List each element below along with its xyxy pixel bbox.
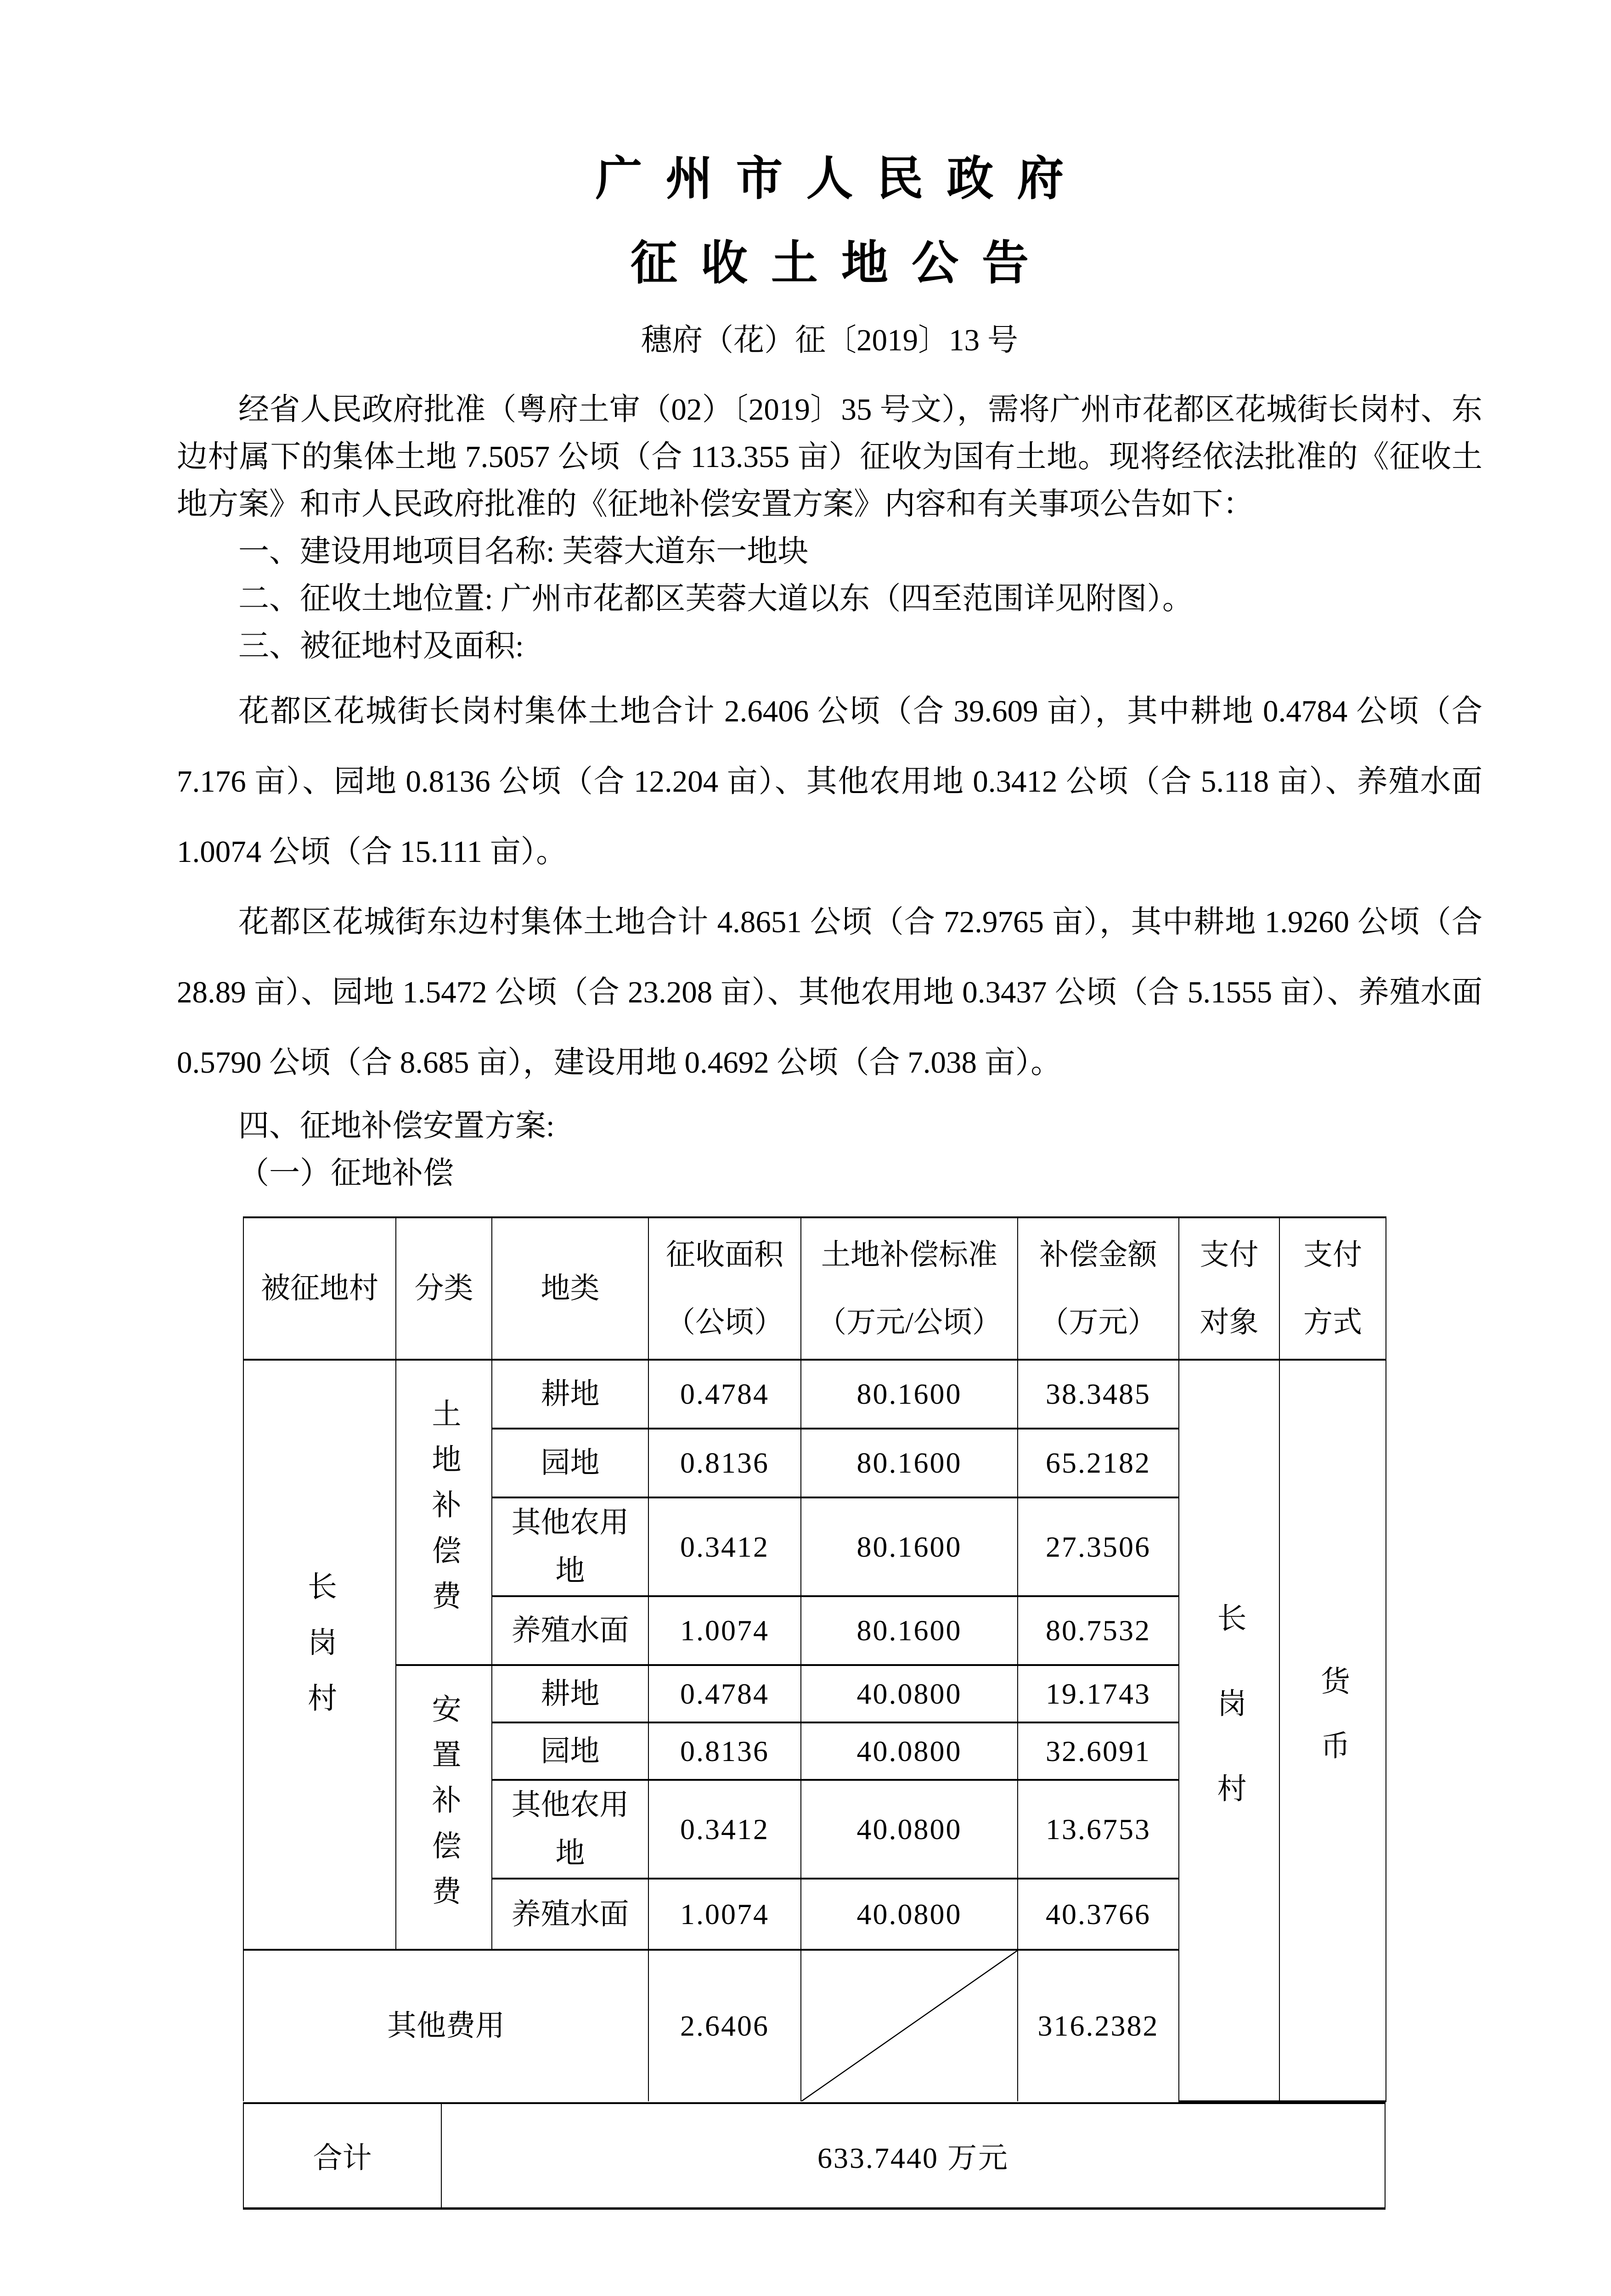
table-header-row (243, 1217, 1386, 1360)
cell-standard: 80.1600 (801, 1497, 1018, 1596)
compensation-table (243, 1216, 1386, 2102)
cell-other-fees-standard-blank (801, 1950, 1018, 2101)
paragraph-changgang-village: 花都区花城街长岗村集体土地合计 2.6406 公顷（合 39.609 亩），其中耕地 0.4784 公顷（合 7.176 亩）、园地 0.8136 公顷（合 12.204 亩）、其他农用地 0.3412 公顷（合 5.118 亩）、养殖水面 1.0074 公顷（合 15.111 亩）。 (177, 694, 1482, 869)
header-village (243, 1217, 396, 1360)
header-land-type (492, 1217, 648, 1360)
cell-standard: 80.1600 (801, 1429, 1018, 1497)
table-row (243, 1360, 1386, 1429)
page-content (0, 152, 1611, 2210)
doc-title-line2: 征收土地公告 (631, 238, 1052, 290)
diagonal-slash (801, 1951, 1017, 2101)
header-payee-line1: 支付 (1200, 1238, 1259, 1271)
category-land-comp-label: 土地补偿费 (428, 1398, 461, 1626)
header-payee (1179, 1217, 1279, 1360)
paragraph-dongbian-village: 花都区花城街东边村集体土地合计 4.8651 公顷（合 72.9765 亩），其中耕地 1.9260 公顷（合 28.89 亩）、园地 1.5472 公顷（合 23.208 亩）、其他农用地 0.3437 公顷（合 5.1555 亩）、养殖水面 0.5790 公顷（合 8.685 亩），建设用地 0.4692 公顷（合 7.038 亩）。 (177, 905, 1482, 1080)
cell-standard: 40.0800 (801, 1722, 1018, 1780)
category-resettle-comp-label: 安置补偿费 (428, 1693, 461, 1921)
cell-amount: 38.3485 (1018, 1360, 1179, 1429)
cell-payee (1179, 1360, 1279, 2101)
header-amount-line1: 补偿金额 (1039, 1238, 1157, 1271)
cell-area: 0.3412 (648, 1497, 801, 1596)
cell-amount: 80.7532 (1018, 1596, 1179, 1665)
cell-amount: 32.6091 (1018, 1722, 1179, 1780)
cell-land-type: 养殖水面 (492, 1596, 648, 1665)
subsection-land-compensation: （一）征地补偿 (238, 1156, 454, 1190)
cell-amount: 40.3766 (1018, 1879, 1179, 1950)
cell-land-type: 耕地 (492, 1360, 648, 1429)
cell-other-fees-label: 其他费用 (243, 1950, 648, 2101)
header-area-line2: （公顷） (666, 1306, 783, 1339)
doc-number: 穗府（花）征〔2019〕13 号 (641, 323, 1018, 357)
header-standard-line2: （万元/公顷） (817, 1306, 1002, 1339)
document-page (0, 152, 1611, 2296)
header-area-line1: 征收面积 (666, 1238, 783, 1271)
cell-payment-method (1279, 1360, 1386, 2101)
total-label: 合计 (244, 2104, 442, 2207)
cell-standard: 40.0800 (801, 1780, 1018, 1879)
cell-area: 1.0074 (648, 1596, 801, 1665)
header-amount (1018, 1217, 1179, 1360)
cell-area: 0.4784 (648, 1665, 801, 1722)
cell-standard: 40.0800 (801, 1879, 1018, 1950)
payment-method-label: 货币 (1317, 1666, 1349, 1795)
cell-standard: 80.1600 (801, 1360, 1018, 1429)
item-land-location: 二、征收土地位置: 广州市花都区芙蓉大道以东（四至范围详见附图）。 (238, 581, 1193, 616)
total-value: 633.7440 万元 (817, 2142, 1009, 2175)
paragraph-intro: 经省人民政府批准（粤府土审（02）〔2019〕35 号文），需将广州市花都区花城街长岗村、东边村属下的集体土地 7.5057 公顷（合 113.355 亩）征收为国有土地。现将经依法批准的《征收土地方案》和市人民政府批准的《征地补偿安置方案》内容和有关事项公告如下： (177, 392, 1482, 521)
cell-land-type: 园地 (492, 1429, 648, 1497)
header-method-line2: 方式 (1303, 1306, 1362, 1339)
cell-land-type: 养殖水面 (492, 1879, 648, 1950)
cell-amount: 19.1743 (1018, 1665, 1179, 1722)
header-category (396, 1217, 492, 1360)
header-standard-line1: 土地补偿标准 (821, 1238, 997, 1271)
cell-land-type: 其他农用地 (492, 1497, 648, 1596)
cell-category-land-comp (396, 1360, 492, 1665)
header-standard (801, 1217, 1018, 1360)
cell-standard: 80.1600 (801, 1596, 1018, 1665)
cell-category-resettle-comp (396, 1665, 492, 1950)
cell-area: 0.8136 (648, 1429, 801, 1497)
cell-other-fees-area: 2.6406 (648, 1950, 801, 2101)
total-row (243, 2102, 1386, 2210)
cell-land-type: 园地 (492, 1722, 648, 1780)
header-payee-line2: 对象 (1200, 1306, 1259, 1339)
cell-standard: 40.0800 (801, 1665, 1018, 1722)
header-amount-line2: （万元） (1039, 1306, 1157, 1339)
doc-title-line1: 广州市人民政府 (595, 153, 1087, 205)
cell-area: 0.8136 (648, 1722, 801, 1780)
cell-amount: 13.6753 (1018, 1780, 1179, 1879)
cell-village (243, 1360, 396, 1950)
header-method-line1: 支付 (1303, 1238, 1362, 1271)
cell-amount: 65.2182 (1018, 1429, 1179, 1497)
header-village-label: 被征地村 (261, 1272, 378, 1305)
header-land-type-label: 地类 (541, 1272, 600, 1305)
cell-land-type: 其他农用地 (492, 1780, 648, 1879)
village-name: 长岗村 (304, 1570, 336, 1739)
cell-area: 0.4784 (648, 1360, 801, 1429)
header-method (1279, 1217, 1386, 1360)
cell-area: 0.3412 (648, 1780, 801, 1879)
payee-name: 长岗村 (1213, 1602, 1246, 1858)
header-category-label: 分类 (414, 1272, 473, 1305)
cell-area: 1.0074 (648, 1879, 801, 1950)
cell-other-fees-amount: 316.2382 (1018, 1950, 1179, 2101)
section-compensation-plan: 四、征地补偿安置方案: (238, 1109, 555, 1143)
compensation-table-wrap (243, 1216, 1386, 2210)
cell-amount: 27.3506 (1018, 1497, 1179, 1596)
header-area (648, 1217, 801, 1360)
item-project-name: 一、建设用地项目名称: 芙蓉大道东一地块 (238, 534, 809, 568)
cell-land-type: 耕地 (492, 1665, 648, 1722)
item-villages-area: 三、被征地村及面积: (238, 629, 524, 663)
